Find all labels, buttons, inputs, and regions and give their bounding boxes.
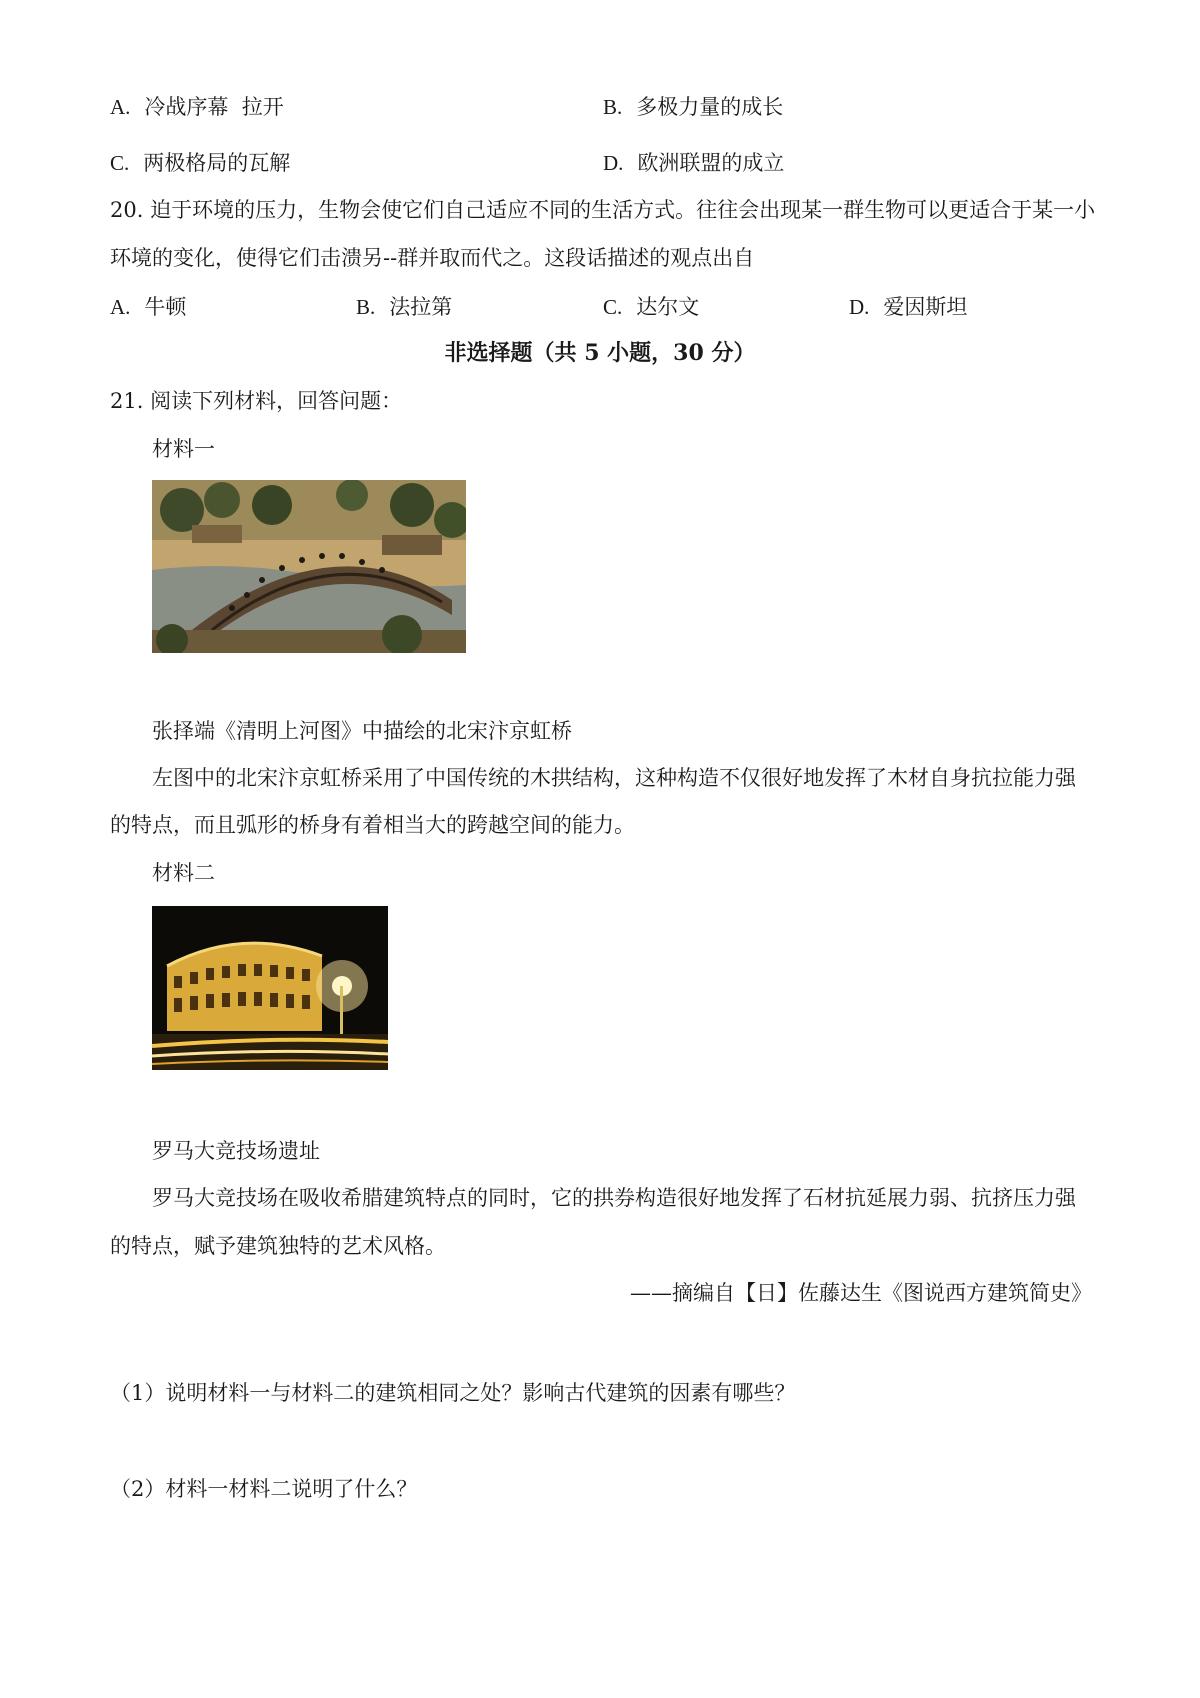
option-text: 爱因斯坦	[883, 295, 968, 319]
option-text: 法拉第	[389, 295, 453, 319]
q20-option-b	[356, 292, 452, 322]
option-letter: C.	[110, 151, 130, 175]
q20-stem-line1: 20. 迫于环境的压力，生物会使它们自己适应不同的生活方式。往往会出现某一群生物可以更适合于某一小	[110, 198, 1096, 222]
section-heading: 非选择题（共 5 小题，30 分）	[444, 340, 756, 366]
option-text: 欧洲联盟的成立	[637, 151, 785, 175]
q21-subquestion-2: （2）材料一材料二说明了什么？	[110, 1477, 418, 1501]
material1-label: 材料一	[152, 437, 215, 461]
option-letter: B.	[356, 295, 376, 319]
option-letter: D.	[849, 295, 870, 319]
option-letter: A.	[110, 295, 131, 319]
option-text: 冷战序幕 拉开	[144, 95, 284, 119]
option-text: 两极格局的瓦解	[143, 151, 291, 175]
material2-label: 材料二	[152, 861, 215, 885]
material1-caption: 张择端《清明上河图》中描绘的北宋汴京虹桥	[152, 719, 572, 743]
material2-source: ——摘编自【日】佐藤达生《图说西方建筑简史》	[630, 1281, 1092, 1305]
option-letter: C.	[603, 295, 623, 319]
option-letter: D.	[603, 151, 624, 175]
option-text: 达尔文	[636, 295, 700, 319]
option-letter: A.	[110, 95, 131, 119]
option-text: 多极力量的成长	[636, 95, 784, 119]
material1-text-line2: 的特点，而且弧形的桥身有着相当大的跨越空间的能力。	[110, 813, 635, 837]
option-text: 牛顿	[144, 295, 187, 319]
q19-option-d	[603, 148, 784, 178]
material2-caption: 罗马大竞技场遗址	[152, 1139, 320, 1163]
q21-subquestion-1: （1）说明材料一与材料二的建筑相同之处？影响古代建筑的因素有哪些？	[110, 1381, 796, 1405]
q20-option-a	[110, 292, 186, 322]
q20-option-c	[603, 292, 699, 322]
material1-text-line1: 左图中的北宋汴京虹桥采用了中国传统的木拱结构，这种构造不仅很好地发挥了木材自身抗拉能力强	[152, 766, 1076, 790]
q19-option-c	[110, 148, 290, 178]
q20-option-d	[849, 292, 967, 322]
material2-text-line2: 的特点，赋予建筑独特的艺术风格。	[110, 1234, 446, 1258]
rainbow-bridge-painting-image	[152, 480, 466, 653]
q21-intro: 21. 阅读下列材料，回答问题：	[110, 389, 403, 413]
option-letter: B.	[603, 95, 623, 119]
q19-option-a	[110, 92, 284, 122]
colosseum-photo-image	[152, 906, 388, 1070]
material2-text-line1: 罗马大竞技场在吸收希腊建筑特点的同时，它的拱券构造很好地发挥了石材抗延展力弱、抗挤压力强	[152, 1186, 1076, 1210]
q19-option-b	[603, 92, 783, 122]
q20-stem-line2: 环境的变化，使得它们击溃另--群并取而代之。这段话描述的观点出自	[110, 246, 755, 270]
